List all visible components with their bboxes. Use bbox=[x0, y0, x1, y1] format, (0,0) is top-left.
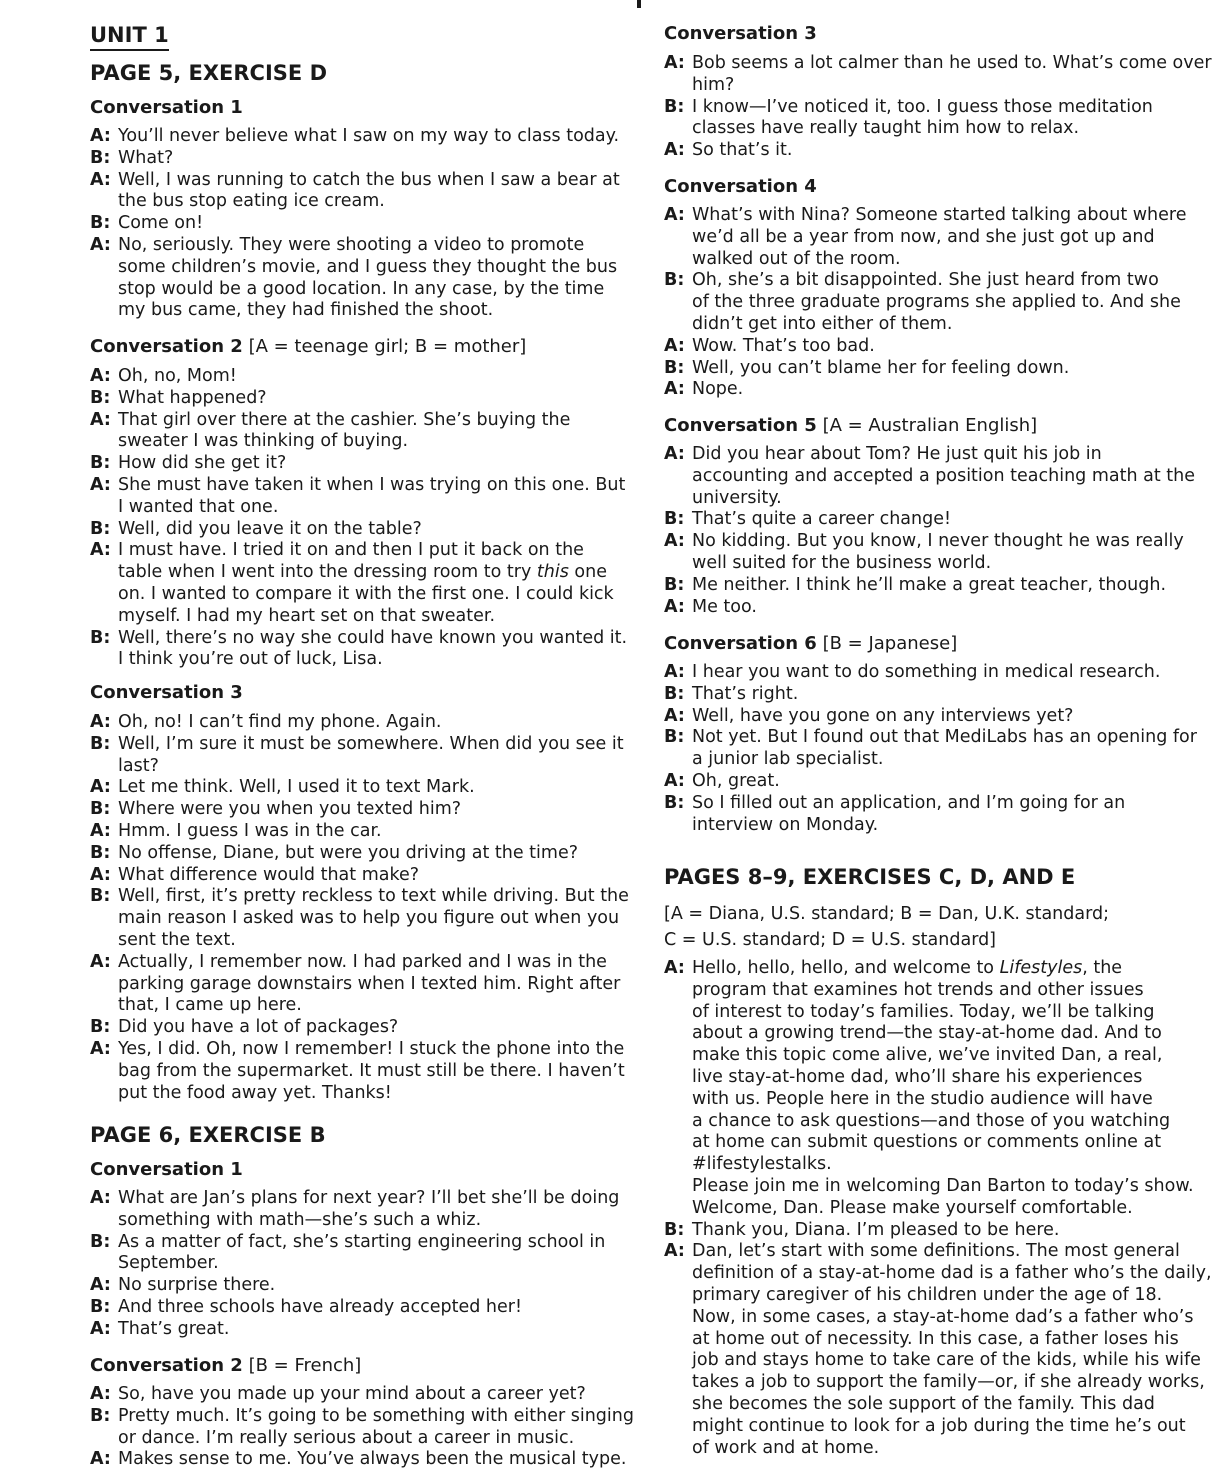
speaker-label: A: bbox=[90, 712, 111, 732]
dialogue-text: As a matter of fact, she’s starting engineering school in bbox=[118, 1231, 606, 1252]
dialogue-text: a chance to ask questions—and those of you watching bbox=[692, 1110, 1171, 1131]
page-top-mark bbox=[637, 0, 641, 8]
speaker-label: B: bbox=[664, 727, 685, 748]
dialogue-text: we’d all be a year from now, and she just got up and bbox=[692, 226, 1155, 247]
dialogue-text: So I filled out an application, and I’m going for an bbox=[692, 792, 1126, 813]
speaker-label: B: bbox=[90, 842, 111, 863]
dialogue-text: main reason I asked was to help you figure out when you bbox=[118, 908, 620, 929]
speaker-label: A: bbox=[664, 958, 685, 978]
dialogue-text: Makes sense to me. You’ve always been the musical type. bbox=[118, 1449, 627, 1470]
dialogue-text: How did she get it? bbox=[118, 453, 287, 474]
speaker-label: A: bbox=[90, 1275, 111, 1296]
dialogue-text: September. bbox=[118, 1253, 219, 1274]
dialogue-text: That’s right. bbox=[692, 683, 799, 704]
dialogue-text: #lifestylestalks. bbox=[692, 1154, 832, 1175]
dialogue-text: You’ll never believe what I saw on my way to class today. bbox=[118, 126, 620, 146]
speaker-label: A: bbox=[90, 1188, 111, 1208]
speaker-label: B: bbox=[90, 518, 111, 539]
dialogue-text: at home can submit questions or comments online at bbox=[692, 1132, 1162, 1153]
dialogue-text: make this topic come alive, we’ve invited Dan, a real, bbox=[692, 1045, 1163, 1066]
page5-heading: PAGE 5, EXERCISE D bbox=[90, 61, 327, 85]
speaker-label: A: bbox=[90, 951, 111, 972]
dialogue-text: Oh, great. bbox=[692, 771, 780, 791]
speaker-label: A: bbox=[90, 1449, 111, 1470]
dialogue-text: I know—I’ve noticed it, too. I guess those meditation bbox=[692, 96, 1153, 117]
dialogue-text: Pretty much. It’s going to be something with either singing bbox=[118, 1405, 634, 1426]
dialogue-text: Thank you, Diana. I’m pleased to be here. bbox=[692, 1219, 1060, 1240]
speaker-label: A: bbox=[90, 1384, 111, 1404]
speaker-label: B: bbox=[90, 886, 111, 907]
dialogue-text: Well, have you gone on any interviews yet? bbox=[692, 705, 1074, 726]
speaker-label: A: bbox=[664, 444, 685, 464]
unit-title: UNIT 1 bbox=[90, 22, 169, 51]
speaker-label: B: bbox=[664, 357, 685, 378]
speaker-label: A: bbox=[664, 771, 685, 791]
dialogue-text: job and stays home to take care of the kids, while his wife bbox=[692, 1350, 1201, 1371]
page6-conversation-1-title: Conversation 1 bbox=[90, 1159, 243, 1180]
dialogue-text: put the food away yet. Thanks! bbox=[118, 1082, 392, 1103]
dialogue-text: live stay-at-home dad, who’ll share his experiences bbox=[692, 1067, 1143, 1087]
dialogue-text: table when I went into the dressing room to try this one bbox=[118, 562, 607, 583]
dialogue-text: What? bbox=[118, 147, 174, 168]
speaker-label: A: bbox=[90, 475, 111, 495]
dialogue-text: takes a job to support the family—or, if she already works, bbox=[692, 1372, 1205, 1393]
speaker-label: A: bbox=[90, 409, 111, 430]
right-conversation-3-title: Conversation 3 bbox=[664, 23, 817, 44]
dialogue-text: That girl over there at the cashier. She’s buying the bbox=[118, 409, 571, 430]
dialogue-text: What happened? bbox=[118, 387, 267, 408]
right-conversation-5-title: Conversation 5 [A = Australian English] bbox=[664, 415, 1038, 436]
dialogue-text: What’s with Nina? Someone started talking about where bbox=[692, 205, 1187, 225]
speaker-label: A: bbox=[90, 169, 111, 190]
dialogue-text: Bob seems a lot calmer than he used to. What’s come over bbox=[692, 53, 1212, 73]
speaker-label: A: bbox=[664, 531, 685, 552]
dialogue-text: of interest to today’s families. Today, we’ll be talking bbox=[692, 1001, 1155, 1022]
speaker-label: A: bbox=[664, 205, 685, 225]
speaker-label: B: bbox=[90, 799, 111, 820]
dialogue-text: accounting and accepted a position teaching math at the bbox=[692, 465, 1195, 486]
dialogue-text: Please join me in welcoming Dan Barton to today’s show. bbox=[692, 1176, 1194, 1196]
dialogue-text: sent the text. bbox=[118, 930, 236, 950]
pages89-note-line-2: C = U.S. standard; D = U.S. standard] bbox=[664, 930, 997, 950]
pages89-heading: PAGES 8–9, EXERCISES C, D, AND E bbox=[664, 865, 1076, 889]
dialogue-text: Hello, hello, hello, and welcome to Lifestyles, the bbox=[692, 958, 1123, 978]
speaker-label: A: bbox=[90, 1039, 111, 1059]
speaker-label: A: bbox=[664, 379, 685, 400]
dialogue-text: sweater I was thinking of buying. bbox=[118, 431, 409, 452]
dialogue-text: didn’t get into either of them. bbox=[692, 314, 953, 334]
dialogue-text: And three schools have already accepted her! bbox=[118, 1297, 523, 1317]
speaker-label: A: bbox=[664, 335, 685, 356]
dialogue-text: something with math—she’s such a whiz. bbox=[118, 1209, 482, 1230]
left-conversation-1-title: Conversation 1 bbox=[90, 97, 243, 118]
dialogue-text: Hmm. I guess I was in the car. bbox=[118, 821, 382, 841]
dialogue-text: walked out of the room. bbox=[692, 248, 901, 269]
speaker-label: A: bbox=[90, 366, 111, 386]
dialogue-text: of the three graduate programs she applied to. And she bbox=[692, 292, 1181, 313]
speaker-label: B: bbox=[90, 1017, 111, 1038]
dialogue-text: last? bbox=[118, 755, 159, 776]
dialogue-text: I hear you want to do something in medical research. bbox=[692, 662, 1161, 682]
speaker-label: A: bbox=[664, 662, 685, 682]
page6-heading: PAGE 6, EXERCISE B bbox=[90, 1123, 326, 1147]
speaker-label: A: bbox=[90, 821, 111, 841]
speaker-label: A: bbox=[90, 235, 111, 255]
pages89-note-line-1: [A = Diana, U.S. standard; B = Dan, U.K. standard; bbox=[664, 904, 1109, 924]
dialogue-text: Let me think. Well, I used it to text Mark. bbox=[118, 777, 475, 798]
dialogue-text: with us. People here in the studio audience will have bbox=[692, 1088, 1153, 1109]
dialogue-text: him? bbox=[692, 74, 735, 95]
dialogue-text: Well, you can’t blame her for feeling down. bbox=[692, 357, 1070, 378]
speaker-label: A: bbox=[664, 140, 685, 161]
right-conversation-6-title: Conversation 6 [B = Japanese] bbox=[664, 633, 958, 654]
speaker-label: B: bbox=[90, 1231, 111, 1252]
dialogue-text: primary caregiver of his children under the age of 18. bbox=[692, 1285, 1163, 1305]
dialogue-text: Oh, she’s a bit disappointed. She just heard from two bbox=[692, 270, 1159, 291]
dialogue-text: So, have you made up your mind about a career yet? bbox=[118, 1384, 586, 1404]
dialogue-text: Well, I’m sure it must be somewhere. When did you see it bbox=[118, 733, 624, 754]
dialogue-text: at home out of necessity. In this case, a father loses his bbox=[692, 1328, 1179, 1349]
dialogue-text: Me neither. I think he’ll make a great teacher, though. bbox=[692, 574, 1167, 595]
dialogue-text: or dance. I’m really serious about a career in music. bbox=[118, 1427, 575, 1448]
dialogue-text: No surprise there. bbox=[118, 1275, 276, 1296]
dialogue-text: Me too. bbox=[692, 596, 757, 617]
dialogue-text: Well, did you leave it on the table? bbox=[118, 518, 422, 539]
dialogue-text: No kidding. But you know, I never thought he was really bbox=[692, 531, 1184, 552]
dialogue-text: That’s quite a career change! bbox=[692, 509, 952, 530]
dialogue-text: Well, first, it’s pretty reckless to text while driving. But the bbox=[118, 886, 629, 907]
speaker-label: A: bbox=[664, 596, 685, 617]
right-conversation-4-title: Conversation 4 bbox=[664, 176, 817, 197]
dialogue-text: So that’s it. bbox=[692, 140, 793, 161]
dialogue-text: I must have. I tried it on and then I put it back on the bbox=[118, 540, 584, 561]
dialogue-text: on. I wanted to compare it with the first one. I could kick bbox=[118, 584, 614, 604]
dialogue-text: Did you have a lot of packages? bbox=[118, 1017, 399, 1038]
speaker-label: B: bbox=[664, 509, 685, 530]
dialogue-text: myself. I had my heart set on that sweater. bbox=[118, 605, 496, 626]
speaker-label: B: bbox=[90, 147, 111, 168]
speaker-label: A: bbox=[90, 1318, 111, 1339]
speaker-label: A: bbox=[664, 705, 685, 726]
dialogue-text: parking garage downstairs when I texted him. Right after bbox=[118, 973, 621, 994]
speaker-label: A: bbox=[664, 53, 685, 73]
dialogue-text: program that examines hot trends and other issues bbox=[692, 979, 1144, 1000]
dialogue-text: a junior lab specialist. bbox=[692, 749, 884, 770]
dialogue-text: Dan, let’s start with some definitions. The most general bbox=[692, 1241, 1180, 1262]
dialogue-text: What are Jan’s plans for next year? I’ll bet she’ll be doing bbox=[118, 1188, 620, 1208]
dialogue-text: Come on! bbox=[118, 213, 204, 234]
dialogue-text: the bus stop eating ice cream. bbox=[118, 191, 385, 212]
speaker-label: A: bbox=[90, 864, 111, 885]
left-conversation-2-title: Conversation 2 [A = teenage girl; B = mother] bbox=[90, 336, 527, 357]
dialogue-text: Wow. That’s too bad. bbox=[692, 335, 875, 356]
dialogue-text: my bus came, they had finished the shoot. bbox=[118, 300, 494, 321]
dialogue-text: No, seriously. They were shooting a video to promote bbox=[118, 235, 585, 255]
dialogue-text: she becomes the sole support of the family. This dad bbox=[692, 1394, 1155, 1414]
speaker-label: B: bbox=[664, 683, 685, 704]
dialogue-text: about a growing trend—the stay-at-home dad. And to bbox=[692, 1023, 1162, 1044]
speaker-label: B: bbox=[90, 1405, 111, 1426]
dialogue-text: definition of a stay-at-home dad is a father who’s the daily, bbox=[692, 1263, 1212, 1284]
dialogue-text: university. bbox=[692, 487, 782, 508]
dialogue-text: Yes, I did. Oh, now I remember! I stuck the phone into the bbox=[118, 1039, 625, 1059]
dialogue-text: Actually, I remember now. I had parked and I was in the bbox=[118, 951, 607, 972]
dialogue-text: that, I came up here. bbox=[118, 995, 302, 1016]
speaker-label: A: bbox=[90, 540, 111, 561]
dialogue-text: Did you hear about Tom? He just quit his job in bbox=[692, 444, 1102, 464]
dialogue-text: might continue to look for a job during the time he’s out bbox=[692, 1415, 1186, 1436]
left-conversation-3-title: Conversation 3 bbox=[90, 682, 243, 703]
speaker-label: A: bbox=[90, 777, 111, 798]
dialogue-text: Well, I was running to catch the bus when I saw a bear at bbox=[118, 169, 620, 190]
speaker-label: B: bbox=[90, 387, 111, 408]
speaker-label: B: bbox=[90, 627, 111, 648]
speaker-label: A: bbox=[664, 1241, 685, 1262]
speaker-label: B: bbox=[664, 574, 685, 595]
dialogue-text: Not yet. But I found out that MediLabs has an opening for bbox=[692, 727, 1197, 748]
speaker-label: B: bbox=[90, 213, 111, 234]
speaker-label: B: bbox=[664, 1219, 685, 1240]
speaker-label: B: bbox=[664, 792, 685, 813]
dialogue-text: Well, there’s no way she could have known you wanted it. bbox=[118, 627, 628, 648]
dialogue-text: interview on Monday. bbox=[692, 814, 879, 835]
dialogue-text: classes have really taught him how to relax. bbox=[692, 118, 1080, 139]
dialogue-text: What difference would that make? bbox=[118, 864, 420, 885]
speaker-label: B: bbox=[90, 453, 111, 474]
speaker-label: A: bbox=[90, 126, 111, 146]
dialogue-text: stop would be a good location. In any case, by the time bbox=[118, 278, 605, 299]
dialogue-text: I think you’re out of luck, Lisa. bbox=[118, 649, 383, 670]
dialogue-text: Welcome, Dan. Please make yourself comfortable. bbox=[692, 1197, 1133, 1218]
speaker-label: B: bbox=[90, 1297, 111, 1317]
page6-conversation-2-title: Conversation 2 [B = French] bbox=[90, 1355, 362, 1376]
speaker-label: B: bbox=[664, 270, 685, 291]
dialogue-text: That’s great. bbox=[118, 1318, 230, 1339]
dialogue-text: She must have taken it when I was trying on this one. But bbox=[118, 475, 626, 495]
speaker-label: B: bbox=[90, 733, 111, 754]
dialogue-text: Where were you when you texted him? bbox=[118, 799, 462, 820]
dialogue-text: No offense, Diane, but were you driving at the time? bbox=[118, 842, 578, 863]
dialogue-text: bag from the supermarket. It must still be there. I haven’t bbox=[118, 1060, 625, 1081]
dialogue-text: Nope. bbox=[692, 379, 744, 400]
speaker-label: B: bbox=[664, 96, 685, 117]
dialogue-text: Now, in some cases, a stay-at-home dad’s a father who’s bbox=[692, 1306, 1194, 1327]
dialogue-text: I wanted that one. bbox=[118, 496, 279, 517]
dialogue-text: of work and at home. bbox=[692, 1437, 880, 1458]
dialogue-text: Oh, no! I can’t find my phone. Again. bbox=[118, 712, 442, 732]
dialogue-text: some children’s movie, and I guess they thought the bus bbox=[118, 256, 618, 277]
dialogue-text: Oh, no, Mom! bbox=[118, 366, 237, 386]
dialogue-text: well suited for the business world. bbox=[692, 553, 992, 573]
